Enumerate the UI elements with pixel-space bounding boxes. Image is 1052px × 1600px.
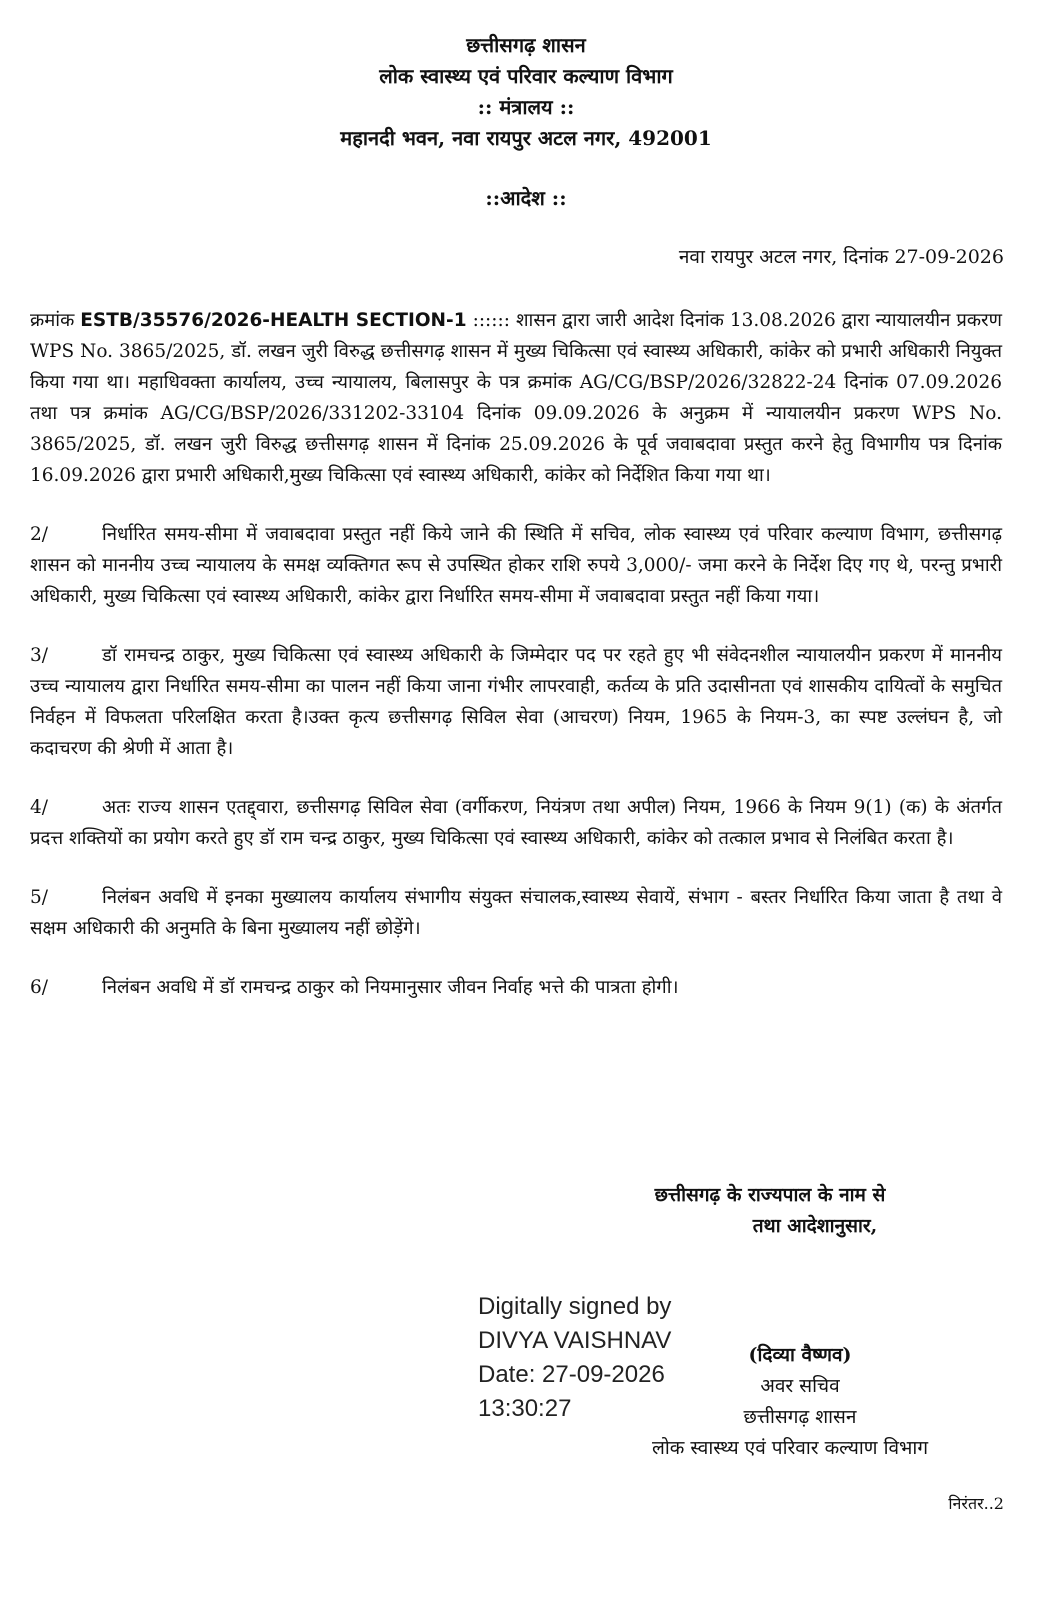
reference-number: ESTB/35576/2026-HEALTH SECTION-1 (80, 310, 467, 331)
dateline: नवा रायपुर अटल नगर, दिनांक 27-09-2026 (678, 246, 1004, 268)
paragraph-text: निलंबन अवधि में डॉ रामचन्द्र ठाकुर को नियमानुसार जीवन निर्वाह भत्ते की पात्रता होगी। (102, 977, 679, 998)
paragraph-text: अतः राज्य शासन एतद्द्वारा, छत्तीसगढ़ सिविल सेवा (वर्गीकरण, नियंत्रण तथा अपील) नियम, 1966 के नियम 9(1) (क) के अंतर्गत प्रदत्त शक्तियों का प्रयोग करते हुए डॉ राम चन्द्र ठाकुर, मुख्य चिकित्सा एवं स्वास्थ्य अधिकारी, कांकेर को तत्काल प्रभाव से निलंबित करता है। (30, 797, 1002, 849)
digital-signature-line-3: Date: 27-09-2026 (478, 1361, 665, 1388)
signatory-name: (दिव्या वैष्णव) (748, 1344, 852, 1366)
letterhead (0, 30, 1052, 154)
digital-signature-line-1: Digitally signed by (478, 1293, 672, 1320)
mantralaya-label: :: मंत्रालय :: (477, 95, 575, 119)
paragraph-number: 4/ (30, 797, 49, 818)
signatory-government: छत्तीसगढ़ शासन (743, 1406, 857, 1428)
reference-prefix: क्रमांक (30, 310, 75, 331)
paragraph-text: निर्धारित समय-सीमा में जवाबदावा प्रस्तुत नहीं किये जाने की स्थिति में सचिव, लोक स्वास्थ्य एवं परिवार कल्याण विभाग, छत्तीसगढ़ शासन को माननीय उच्च न्यायालय के समक्ष व्यक्तिगत रूप से उपस्थित होकर राशि रुपये 3,000/- जमा करने के निर्देश दिए गए थे, परन्तु प्रभारी अधिकारी, मुख्य चिकित्सा एवं स्वास्थ्य अधिकारी, कांकेर द्वारा निर्धारित समय-सीमा में जवाबदावा प्रस्तुत नहीं किया गया। (30, 524, 1002, 607)
paragraph-number: 3/ (30, 645, 49, 666)
signatory-block (600, 1340, 980, 1464)
department-name: लोक स्वास्थ्य एवं परिवार कल्याण विभाग (379, 64, 673, 88)
paragraph-text: डॉ रामचन्द्र ठाकुर, मुख्य चिकित्सा एवं स्वास्थ्य अधिकारी के जिम्मेदार पद पर रहते हुए भी संवेदनशील न्यायालयीन प्रकरण में माननीय उच्च न्यायालय द्वारा निर्धारित समय-सीमा का पालन नहीं किया जाना गंभीर लापरवाही, कर्तव्य के प्रति उदासीनता एवं शासकीय दायित्वों के समुचित निर्वहन में विफलता परिलक्षित करता है।उक्त कृत्य छत्तीसगढ़ सिविल सेवा (आचरण) नियम, 1965 के नियम-3, का स्पष्ट उल्लंघन है, जो कदाचरण की श्रेणी में आता है। (30, 645, 1002, 759)
order-body (30, 305, 1002, 1031)
order-title: ::आदेश :: (485, 186, 567, 210)
paragraph-4 (30, 792, 1002, 854)
digital-signature-line-4: 13:30:27 (478, 1395, 572, 1422)
paragraph-6 (30, 972, 1002, 1003)
paragraph-1-text: :::::: शासन द्वारा जारी आदेश दिनांक 13.08.2026 द्वारा न्यायालयीन प्रकरण WPS No. 3865/2025, डॉ. लखन जुरी विरुद्ध छत्तीसगढ़ शासन में मुख्य चिकित्सा एवं स्वास्थ्य अधिकारी, कांकेर को प्रभारी अधिकारी नियुक्त किया गया था। महाधिवक्ता कार्यालय, उच्च न्यायालय, बिलासपुर के पत्र क्रमांक AG/CG/BSP/2026/32822-24 दिनांक 07.09.2026 तथा पत्र क्रमांक AG/CG/BSP/2026/331202-33104 दिनांक 09.09.2026 के अनुक्रम में न्यायालयीन प्रकरण WPS No. 3865/2025, डॉ. लखन जुरी विरुद्ध छत्तीसगढ़ शासन में दिनांक 25.09.2026 के पूर्व जवाबदावा प्रस्तुत करने हेतु विभागीय पत्र दिनांक 16.09.2026 द्वारा प्रभारी अधिकारी,मुख्य चिकित्सा एवं स्वास्थ्य अधिकारी, कांकेर को निर्देशित किया गया था। (30, 310, 1002, 486)
signoff-line-2: तथा आदेशानुसार, (752, 1215, 878, 1237)
digital-signature-line-2: DIVYA VAISHNAV (478, 1327, 672, 1354)
paragraph-number: 2/ (30, 524, 49, 545)
signoff-block (600, 1180, 940, 1242)
paragraph-5 (30, 882, 1002, 944)
paragraph-text: निलंबन अवधि में इनका मुख्यालय कार्यालय संभागीय संयुक्त संचालक,स्वास्थ्य सेवायें, संभाग - बस्तर निर्धारित किया जाता है तथा वे सक्षम अधिकारी की अनुमति के बिना मुख्यालय नहीं छोड़ेंगे। (30, 887, 1002, 939)
paragraph-1 (30, 305, 1002, 491)
paragraph-3 (30, 640, 1002, 764)
paragraph-number: 6/ (30, 977, 49, 998)
paragraph-2 (30, 519, 1002, 612)
signatory-department: लोक स्वास्थ्य एवं परिवार कल्याण विभाग (651, 1437, 929, 1459)
paragraph-number: 5/ (30, 887, 49, 908)
government-name: छत्तीसगढ़ शासन (466, 33, 586, 57)
signoff-line-1: छत्तीसगढ़ के राज्यपाल के नाम से (654, 1184, 886, 1206)
signatory-designation: अवर सचिव (760, 1375, 840, 1397)
continued-marker: निरंतर..2 (948, 1494, 1004, 1513)
office-address: महानदी भवन, नवा रायपुर अटल नगर, 492001 (340, 126, 712, 150)
